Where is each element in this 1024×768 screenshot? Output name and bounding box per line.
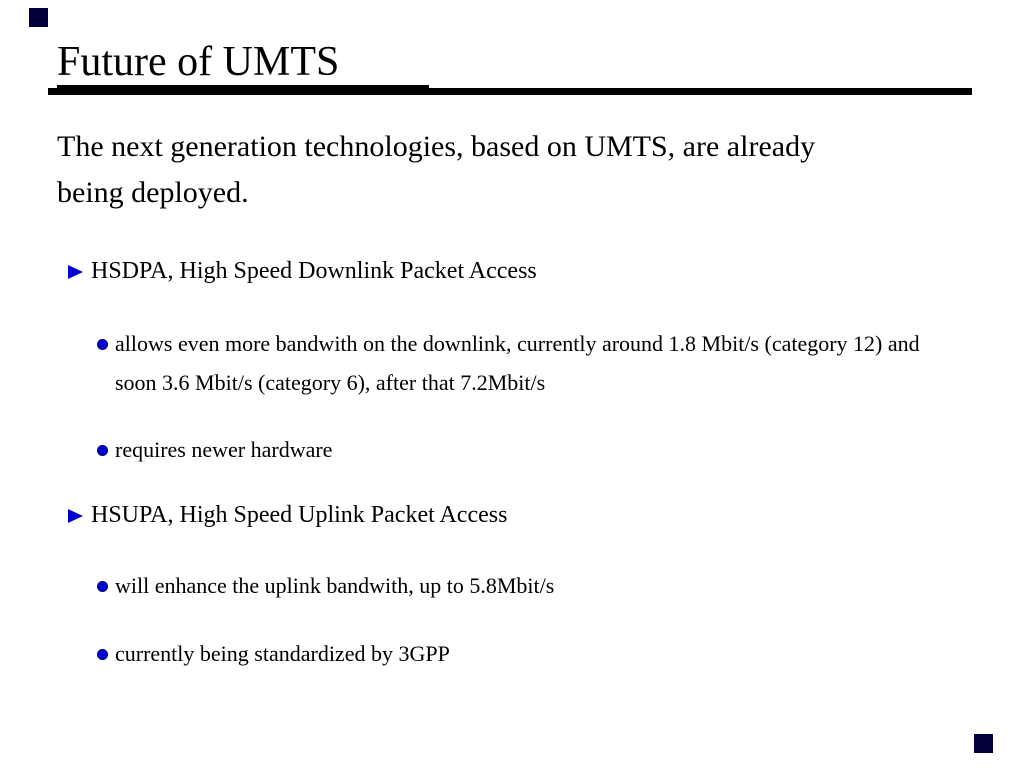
intro-paragraph <box>57 124 815 216</box>
bullet-item-hsdpa <box>68 252 537 291</box>
intro-line-2: being deployed. <box>57 176 249 209</box>
triangle-bullet-icon <box>68 265 83 279</box>
sub-bullet-label: allows even more bandwith on the downlink, currently around 1.8 Mbit/s (category 12) and soon 3.6 Mbit/s (category 6), after that 7.2Mbit/s <box>115 331 920 395</box>
circle-bullet-icon <box>97 445 108 456</box>
circle-bullet-icon <box>97 581 108 592</box>
bullet-label: HSUPA, High Speed Uplink Packet Access <box>91 502 508 528</box>
triangle-bullet-icon <box>68 509 83 523</box>
circle-bullet-icon <box>97 649 108 660</box>
page-title <box>57 40 429 88</box>
sub-bullet-label: currently being standardized by 3GPP <box>115 641 450 666</box>
sub-bullet-item <box>97 566 554 605</box>
title-rule <box>48 88 972 95</box>
sub-bullet-label: requires newer hardware <box>115 437 333 462</box>
bullet-label: HSDPA, High Speed Downlink Packet Access <box>91 258 537 284</box>
corner-marker-bottom-right <box>974 734 993 753</box>
bullet-item-hsupa <box>68 496 507 535</box>
sub-bullet-label: will enhance the uplink bandwith, up to 5.8Mbit/s <box>115 573 555 598</box>
intro-line-1: The next generation technologies, based on UMTS, are already <box>57 130 816 163</box>
page-title-text: Future of UMTS <box>57 40 429 88</box>
corner-marker-top-left <box>29 8 48 27</box>
sub-bullet-item <box>97 430 332 469</box>
sub-bullet-item <box>97 324 927 402</box>
circle-bullet-icon <box>97 339 108 350</box>
sub-bullet-item <box>97 634 450 673</box>
